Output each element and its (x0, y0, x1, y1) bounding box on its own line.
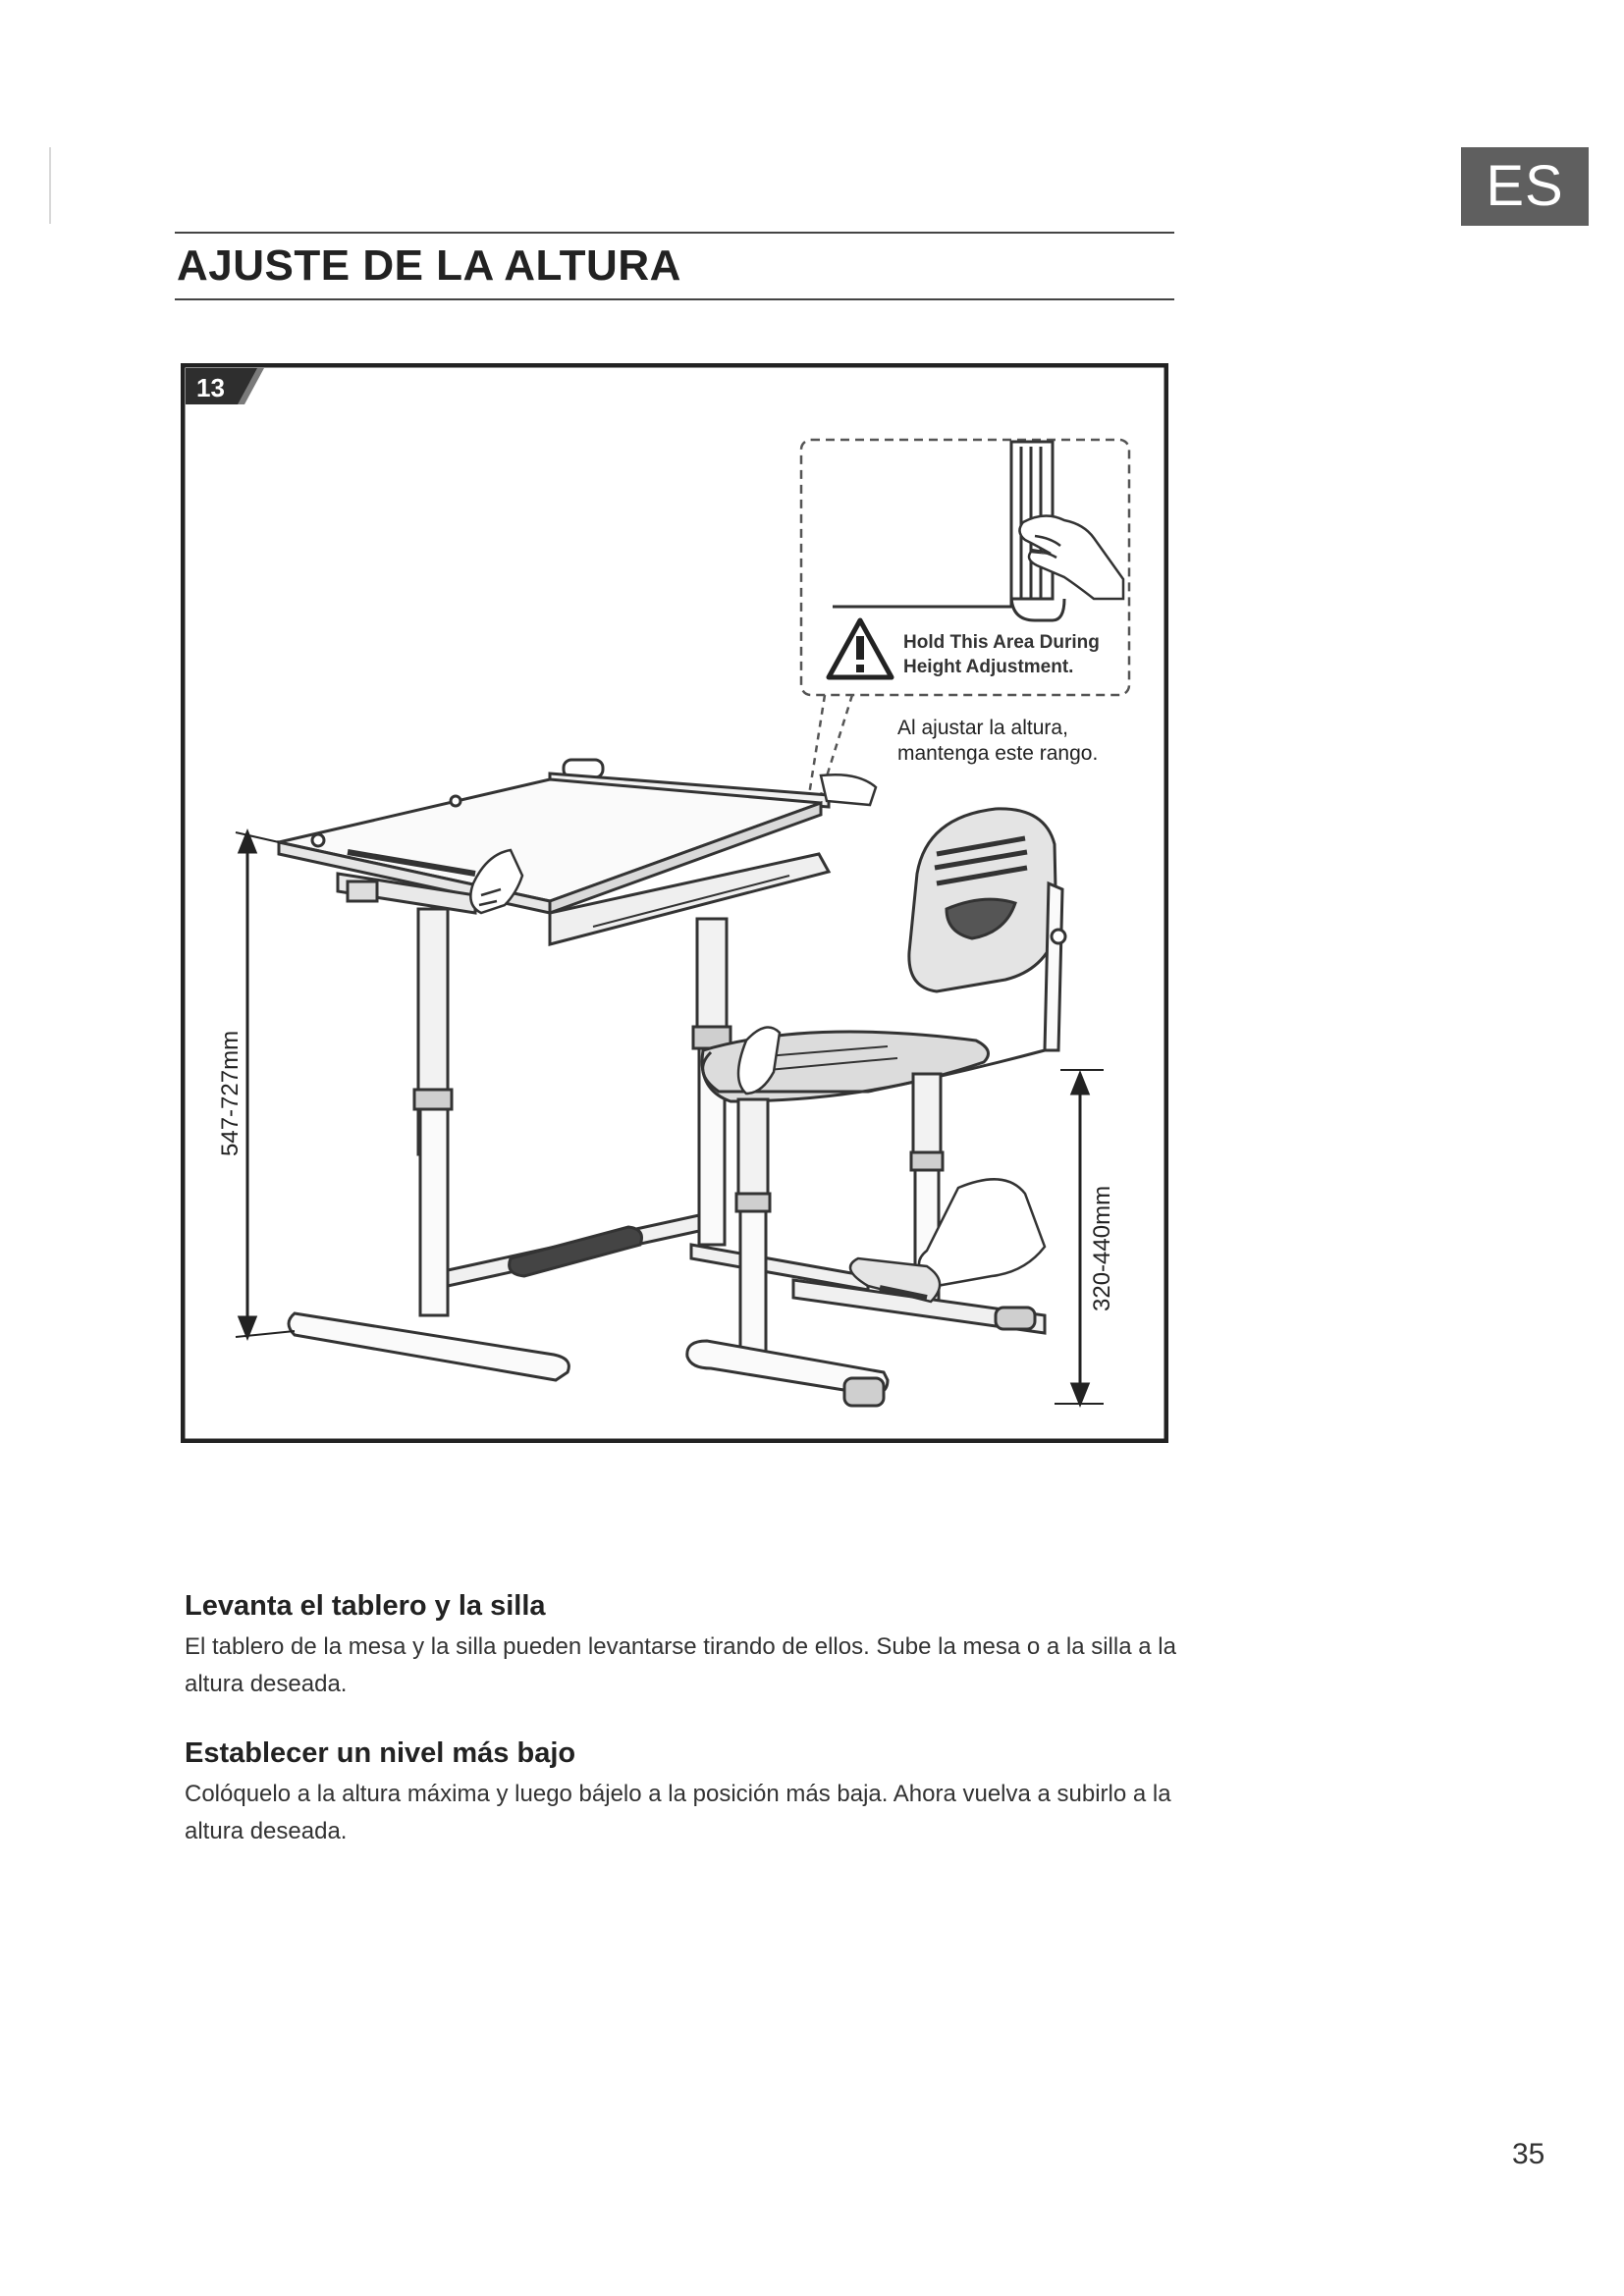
margin-marker (49, 147, 51, 224)
page-number: 35 (1512, 2138, 1545, 2170)
step-number: 13 (196, 373, 225, 402)
section-heading: Levanta el tablero y la silla (185, 1590, 546, 1622)
chair-range-label: 320-440mm (1089, 1185, 1115, 1311)
section-body: Colóquelo a la altura máxima y luego bájelo a la posición más baja. Ahora vuelva a subirlo a la altura deseada. (185, 1781, 1171, 1844)
desk-range-label: 547-727mm (217, 1030, 244, 1156)
section-lower-level (185, 1737, 1176, 1850)
title-rule-bottom (175, 298, 1174, 300)
note-line-1: Al ajustar la altura, (897, 717, 1068, 739)
language-badge: ES (1461, 147, 1589, 226)
note-line-2: mantenga este rango. (897, 742, 1099, 765)
section-heading: Establecer un nivel más bajo (185, 1737, 576, 1769)
title-rule-top (175, 232, 1174, 234)
section-raise (185, 1590, 1176, 1703)
assembly-figure (181, 363, 1168, 1443)
callout-line-2: Height Adjustment. (903, 657, 1074, 677)
page-title: AJUSTE DE LA ALTURA (177, 241, 681, 290)
section-body: El tablero de la mesa y la silla pueden levantarse tirando de ellos. Sube la mesa o a la silla a la altura deseada. (185, 1633, 1176, 1697)
callout-line-1: Hold This Area During (903, 632, 1100, 653)
